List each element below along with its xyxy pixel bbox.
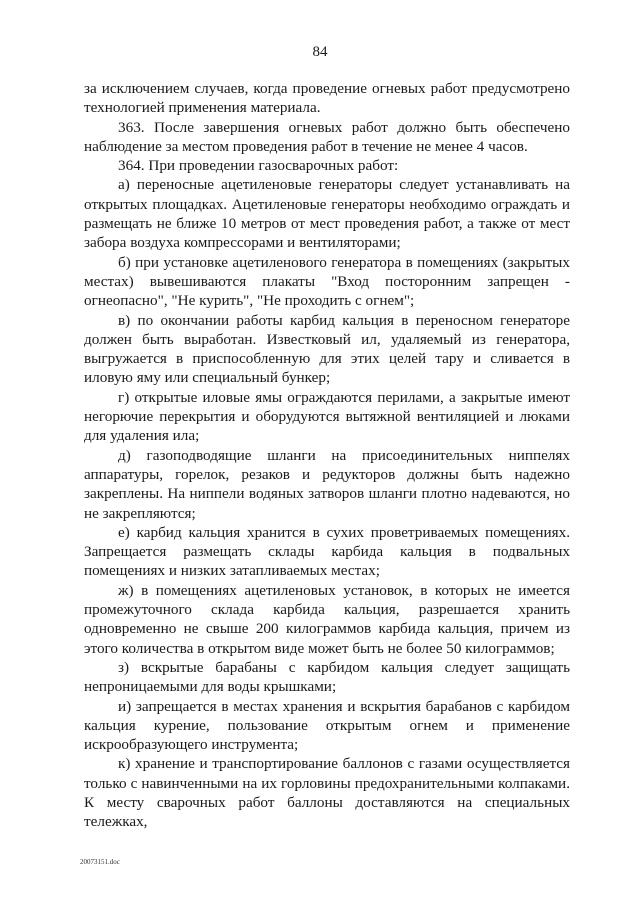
paragraph-364-v: в) по окончании работы карбид кальция в переносном генераторе должен быть выработан. Известковый ил, удаляемый из генератора, выгружается в приспособленную для этих целей тару и сливается в иловую яму или специальный бункер; <box>84 311 570 387</box>
paragraph-364-d: д) газоподводящие шланги на присоединительных ниппелях аппаратуры, горелок, резаков и редукторов должны быть надежно закреплены. На ниппели водяных затворов шланги плотно надеваются, но не закрепляются; <box>84 446 570 522</box>
paragraph-363: 363. После завершения огневых работ должно быть обеспечено наблюдение за местом проведения работ в течение не менее 4 часов. <box>84 118 570 155</box>
paragraph-364: 364. При проведении газосварочных работ: <box>118 157 399 175</box>
paragraph-364-z: з) вскрытые барабаны с карбидом кальция следует защищать непроницаемыми для воды крышками; <box>84 658 570 696</box>
paragraph-continuation: за исключением случаев, когда проведение огневых работ предусмотрено технологией применения материала. <box>84 80 570 117</box>
paragraph-364-i: и) запрещается в местах хранения и вскрытия барабанов с карбидом кальция курение, пользование открытым огнем и применение искрообразующего инструмента; <box>84 697 570 754</box>
page-number: 84 <box>312 44 328 60</box>
paragraph-364-k: к) хранение и транспортирование баллонов с газами осуществляется только с навинченными на их горловины предохранительными колпаками. К месту сварочных работ баллоны доставляются на специальных тележках, <box>84 755 570 831</box>
paragraph-364-a: а) переносные ацетиленовые генераторы следует устанавливать на открытых площадках. Ацетиленовые генераторы необходимо ограждать и размещать не ближе 10 метров от мест проведения работ, а также от мест забора воздуха компрессорами и вентиляторами; <box>84 176 570 252</box>
paragraph-364-e: е) карбид кальция хранится в сухих проветриваемых помещениях. Запрещается размещать склады карбида кальция в подвальных помещениях и низких затапливаемых местах; <box>84 523 570 580</box>
paragraph-364-g: г) открытые иловые ямы ограждаются перилами, а закрытые имеют негорючие перекрытия и оборудуются вытяжной вентиляцией и люками для удаления ила; <box>84 388 570 445</box>
paragraph-364-b: б) при установке ацетиленового генератора в помещениях (закрытых местах) вывешиваются плакаты "Вход посторонним запрещен - огнеопасно", "Не курить", "Не проходить с огнем"; <box>84 253 570 310</box>
paragraph-364-zh: ж) в помещениях ацетиленовых установок, в которых не имеется промежуточного склада карбида кальция, разрешается хранить одновременно не свыше 200 килограммов карбида кальция, причем из этого количества в открытом виде может быть не более 50 килограммов; <box>84 581 570 657</box>
document-body <box>84 79 570 832</box>
footer-filename: 20073151.doc <box>80 858 120 866</box>
